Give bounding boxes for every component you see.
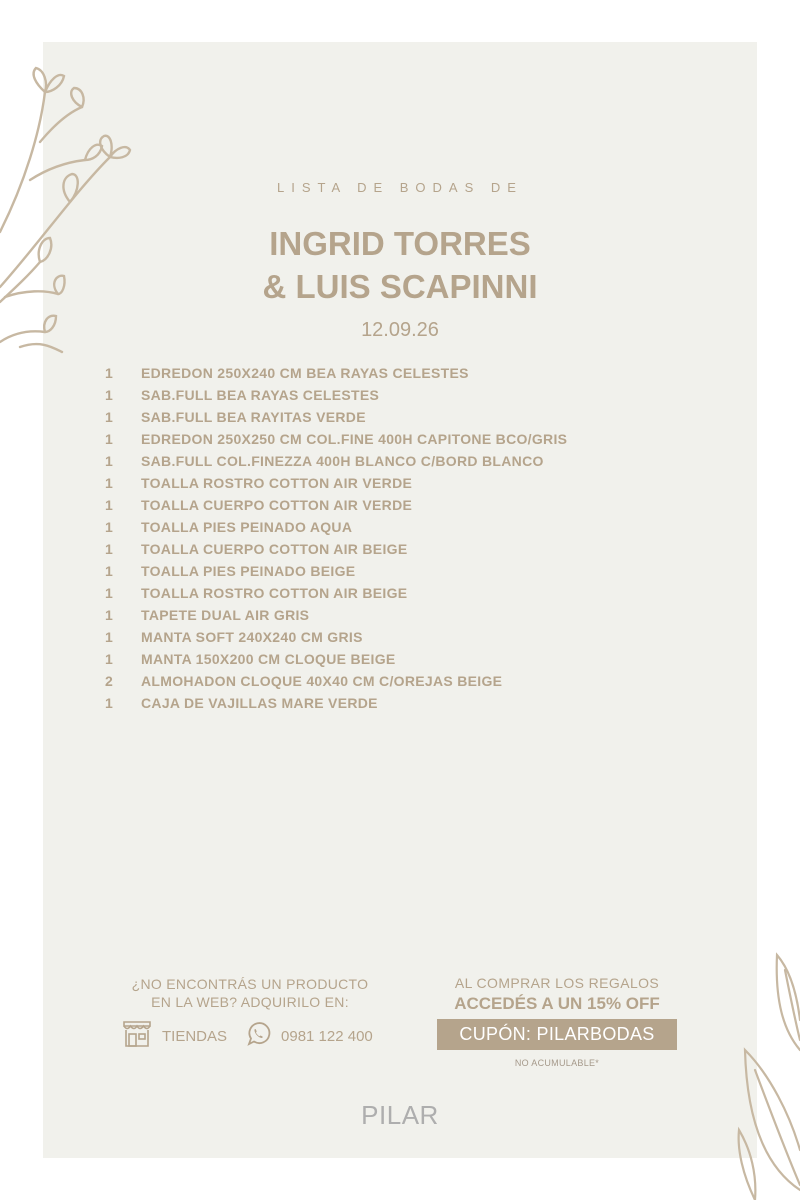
item-quantity: 1 — [105, 629, 113, 645]
list-item — [105, 606, 567, 628]
item-name: ALMOHADON CLOQUE 40X40 CM C/OREJAS BEIGE — [141, 673, 503, 689]
list-item — [105, 518, 567, 540]
item-quantity: 1 — [105, 585, 113, 601]
list-item — [105, 650, 567, 672]
groom-name: & LUIS SCAPINNI — [262, 268, 538, 305]
list-item — [105, 452, 567, 474]
list-subtitle: LISTA DE BODAS DE — [277, 180, 523, 195]
leaf-branch-bottom-right-icon — [715, 950, 800, 1200]
list-item — [105, 496, 567, 518]
bride-name: INGRID TORRES — [269, 225, 531, 262]
list-item — [105, 386, 567, 408]
item-name: TAPETE DUAL AIR GRIS — [141, 607, 310, 623]
item-name: TOALLA PIES PEINADO BEIGE — [141, 563, 356, 579]
store-icon — [122, 1020, 152, 1053]
item-name: SAB.FULL BEA RAYAS CELESTES — [141, 387, 380, 403]
item-name: TOALLA ROSTRO COTTON AIR BEIGE — [141, 585, 408, 601]
item-quantity: 2 — [105, 673, 113, 689]
item-name: CAJA DE VAJILLAS MARE VERDE — [141, 695, 378, 711]
gift-list — [105, 364, 567, 716]
not-found-block — [118, 975, 382, 1011]
item-name: EDREDON 250X250 CM COL.FINE 400H CAPITONE BCO/GRIS — [141, 431, 568, 447]
item-quantity: 1 — [105, 651, 113, 667]
item-quantity: 1 — [105, 497, 113, 513]
item-name: MANTA SOFT 240X240 CM GRIS — [141, 629, 363, 645]
item-quantity: 1 — [105, 475, 113, 491]
item-quantity: 1 — [105, 431, 113, 447]
item-quantity: 1 — [105, 541, 113, 557]
leaf-branch-top-left-icon — [0, 62, 135, 357]
whatsapp-icon — [245, 1021, 271, 1052]
item-quantity: 1 — [105, 387, 113, 403]
list-item — [105, 540, 567, 562]
item-quantity: 1 — [105, 453, 113, 469]
item-name: TOALLA ROSTRO COTTON AIR VERDE — [141, 475, 413, 491]
coupon-badge: CUPÓN: PILARBODAS — [437, 1019, 677, 1050]
list-item — [105, 628, 567, 650]
not-cumulative-note: NO ACUMULABLE* — [514, 1058, 600, 1068]
phone-link[interactable]: 0981 122 400 — [281, 1028, 373, 1045]
list-item — [105, 474, 567, 496]
item-quantity: 1 — [105, 365, 113, 381]
item-quantity: 1 — [105, 695, 113, 711]
list-item — [105, 430, 567, 452]
contact-row — [122, 1020, 373, 1053]
stores-link[interactable]: TIENDAS — [162, 1028, 228, 1045]
list-item — [105, 584, 567, 606]
list-item — [105, 672, 567, 694]
list-item — [105, 562, 567, 584]
buy-text: AL COMPRAR LOS REGALOS — [454, 975, 660, 991]
couple-names — [0, 222, 800, 308]
list-item — [105, 408, 567, 430]
item-name: EDREDON 250X240 CM BEA RAYAS CELESTES — [141, 365, 469, 381]
item-quantity: 1 — [105, 563, 113, 579]
item-name: TOALLA CUERPO COTTON AIR VERDE — [141, 497, 413, 513]
item-name: SAB.FULL COL.FINEZZA 400H BLANCO C/BORD BLANCO — [141, 453, 544, 469]
discount-text: ACCEDÉS A UN 15% OFF — [454, 994, 660, 1013]
item-name: TOALLA PIES PEINADO AQUA — [141, 519, 353, 535]
not-found-text-line1: ¿NO ENCONTRÁS UN PRODUCTO — [131, 976, 369, 992]
item-name: SAB.FULL BEA RAYITAS VERDE — [141, 409, 366, 425]
list-item — [105, 364, 567, 386]
item-quantity: 1 — [105, 607, 113, 623]
item-quantity: 1 — [105, 519, 113, 535]
wedding-date: 12.09.26 — [361, 319, 439, 341]
brand-logo: PILAR — [361, 1100, 439, 1130]
discount-block — [437, 975, 677, 1068]
list-item — [105, 694, 567, 716]
item-name: TOALLA CUERPO COTTON AIR BEIGE — [141, 541, 408, 557]
item-name: MANTA 150X200 CM CLOQUE BEIGE — [141, 651, 396, 667]
item-quantity: 1 — [105, 409, 113, 425]
not-found-text-line2: EN LA WEB? ADQUIRILO EN: — [151, 994, 349, 1010]
